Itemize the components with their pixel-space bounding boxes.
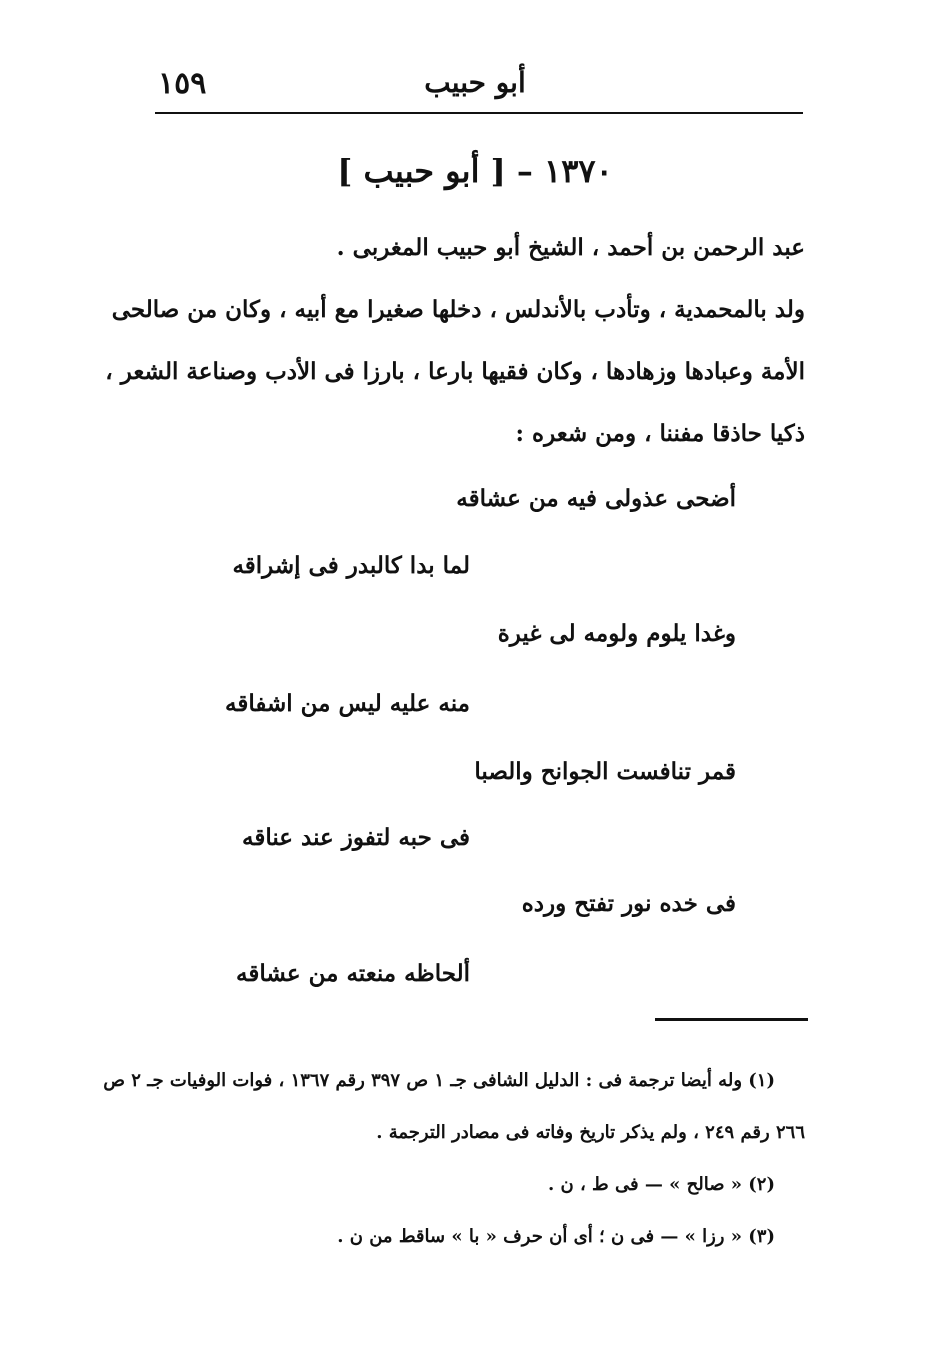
biography-line: ولد بالمحمدية ، وتأدب بالأندلس ، دخلها صغيرا مع أبيه ، وكان من صالحى bbox=[111, 296, 805, 323]
entry-heading: ١٣٧٠ – [ أبو حبيب ] bbox=[337, 152, 613, 190]
biography-line: عبد الرحمن بن أحمد ، الشيخ أبو حبيب المغربى . bbox=[336, 234, 805, 261]
poem-verse: منه عليه ليس من اشفاقه bbox=[225, 690, 470, 717]
footnotes bbox=[103, 1062, 805, 1270]
running-title: أبو حبيب bbox=[424, 66, 526, 99]
poem-verse: لما بدا كالبدر فى إشراقه bbox=[232, 552, 470, 579]
footnote-2: (٢) « صالح » — فى ط ، ن . bbox=[547, 1174, 775, 1195]
footnote-1: (١) وله أيضا ترجمة فى : الدليل الشافى جـ ١ ص ٣٩٧ رقم ١٣٦٧ ، فوات الوفيات جـ ٢ ص bbox=[103, 1070, 775, 1091]
running-header bbox=[0, 62, 948, 112]
footnote-rule bbox=[655, 1018, 808, 1021]
footnote-1-continuation: ٢٦٦ رقم ٢٤٩ ، ولم يذكر تاريخ وفاته فى مصادر الترجمة . bbox=[376, 1122, 805, 1143]
biography-line: ذكيا حاذقا مفننا ، ومن شعره : bbox=[515, 420, 805, 447]
footnote-3: (٣) « رزا » — فى ن ؛ أى أن حرف « با » ساقط من ن . bbox=[337, 1226, 775, 1247]
biography-paragraph bbox=[105, 218, 805, 466]
poem-verse: فى حبه لتفوز عند عناقه bbox=[242, 824, 470, 851]
poem-verse: وغدا يلوم ولومه لى غيرة bbox=[497, 620, 736, 647]
poem-verse: قمر تنافست الجوانح والصبا bbox=[474, 758, 736, 785]
biography-line: الأمة وعبادها وزهادها ، وكان فقيها بارعا ، بارزا فى الأدب وصناعة الشعر ، bbox=[105, 358, 805, 385]
page-number: ١٥٩ bbox=[158, 66, 207, 101]
poem-verse: فى خده نور تفتح ورده bbox=[521, 890, 736, 917]
poem-verse: ألحاظه منعته من عشاقه bbox=[236, 960, 470, 987]
header-rule bbox=[155, 112, 803, 114]
poem-verse: أضحى عذولى فيه من عشاقه bbox=[456, 485, 736, 512]
